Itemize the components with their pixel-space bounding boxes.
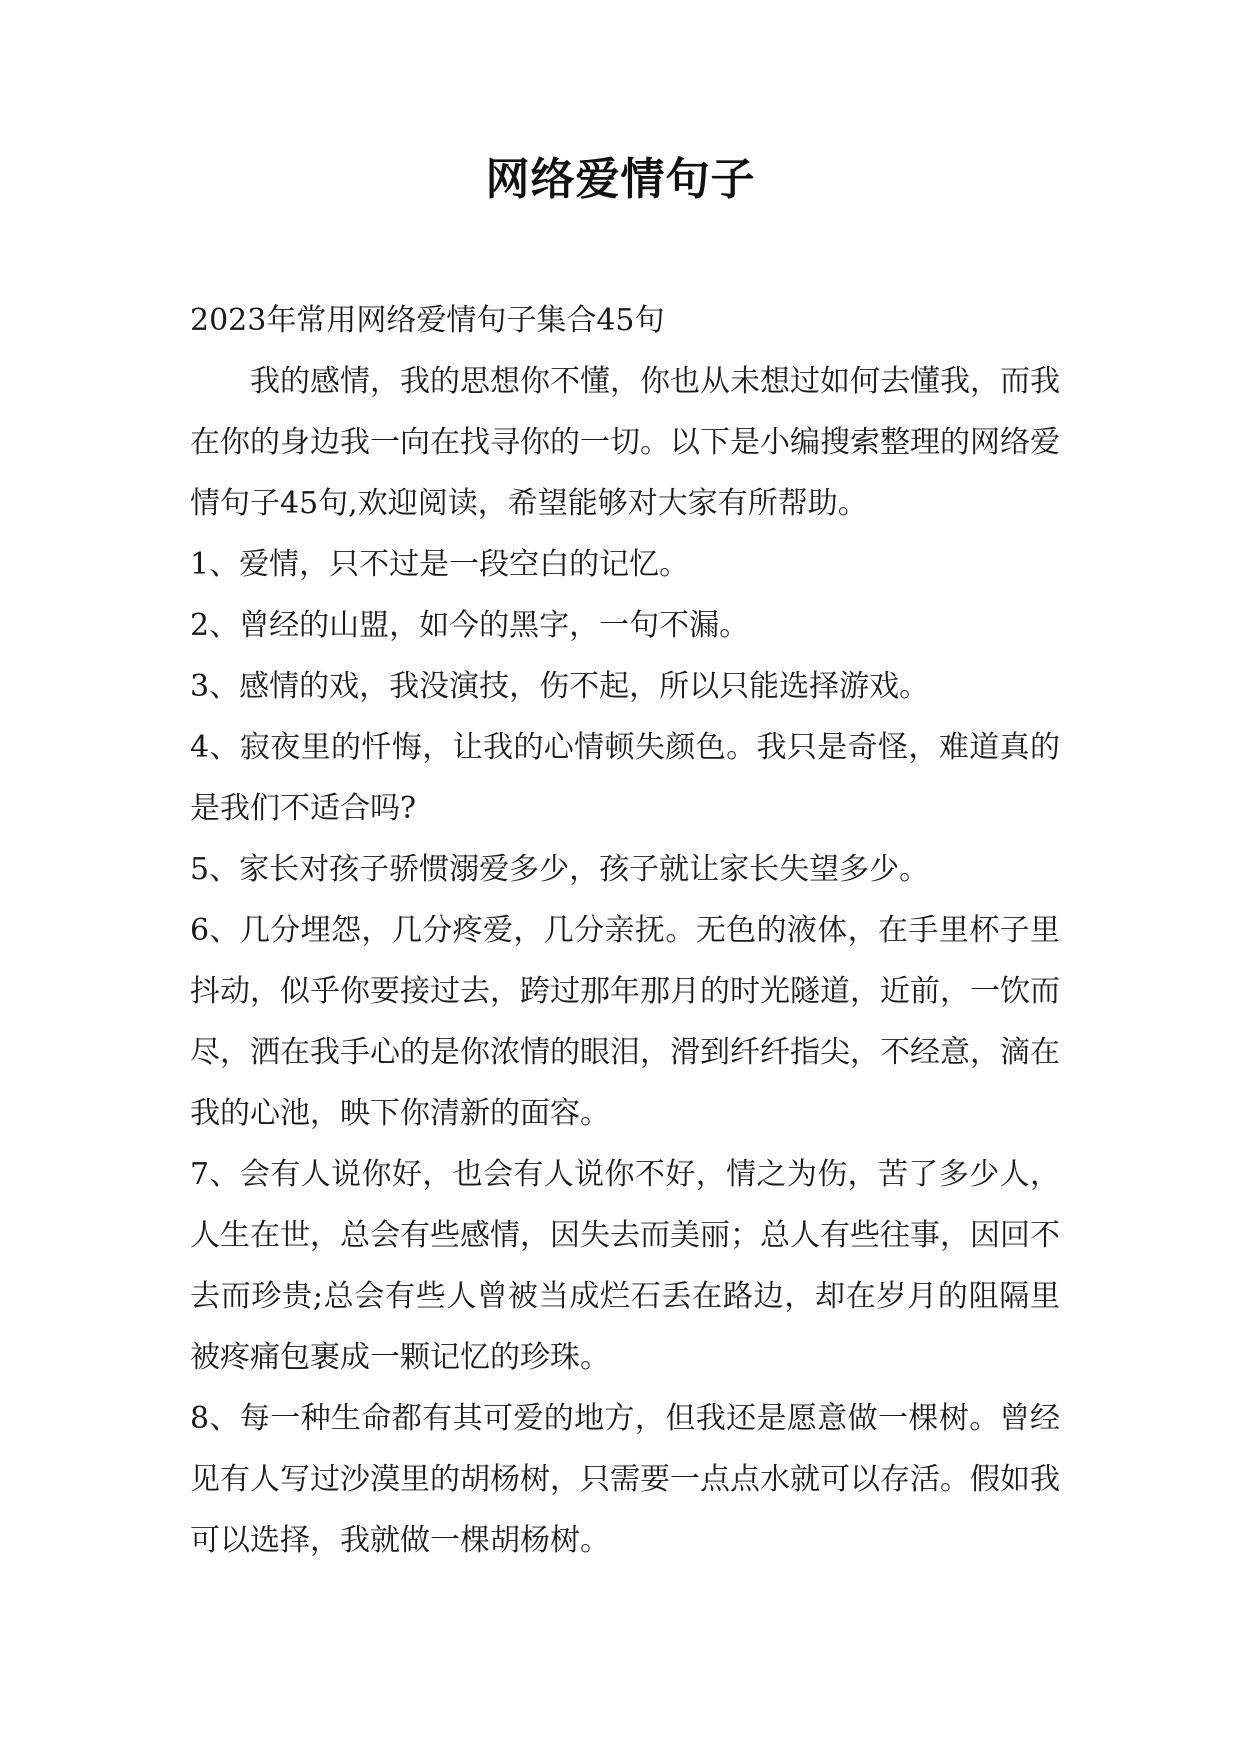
intro-paragraph: 我的感情，我的思想你不懂，你也从未想过如何去懂我，而我在你的身边我一向在找寻你的一切。以下是小编搜索整理的网络爱情句子45句,欢迎阅读，希望能够对大家有所帮助。 <box>190 364 1060 521</box>
document-body <box>190 290 1060 1571</box>
list-item: 8、每一种生命都有其可爱的地方，但我还是愿意做一棵树。曾经见有人写过沙漠里的胡杨树，只需要一点点水就可以存活。假如我可以选择，我就做一棵胡杨树。 <box>190 1401 1060 1558</box>
list-item: 5、家长对孩子骄惯溺爱多少，孩子就让家长失望多少。 <box>190 852 930 887</box>
list-item: 3、感情的戏，我没演技，伤不起，所以只能选择游戏。 <box>190 669 930 704</box>
list-item: 4、寂夜里的忏悔，让我的心情顿失颜色。我只是奇怪，难道真的是我们不适合吗? <box>190 730 1060 826</box>
list-item: 6、几分埋怨，几分疼爱，几分亲抚。无色的液体，在手里杯子里抖动，似乎你要接过去，跨过那年那月的时光隧道，近前，一饮而尽，洒在我手心的是你浓情的眼泪，滑到纤纤指尖，不经意，滴在我的心池，映下你清新的面容。 <box>190 913 1060 1131</box>
document-subtitle: 2023年常用网络爱情句子集合45句 <box>190 303 665 338</box>
list-item: 2、曾经的山盟，如今的黑字，一句不漏。 <box>190 608 750 643</box>
list-item: 1、爱情，只不过是一段空白的记忆。 <box>190 547 690 582</box>
list-item: 7、会有人说你好，也会有人说你不好，情之为伤，苦了多少人，人生在世，总会有些感情，因失去而美丽；总人有些往事，因回不去而珍贵;总会有些人曾被当成烂石丢在路边，却在岁月的阻隔里被疼痛包裹成一颗记忆的珍珠。 <box>190 1157 1060 1375</box>
document-title: 网络爱情句子 <box>485 154 756 205</box>
